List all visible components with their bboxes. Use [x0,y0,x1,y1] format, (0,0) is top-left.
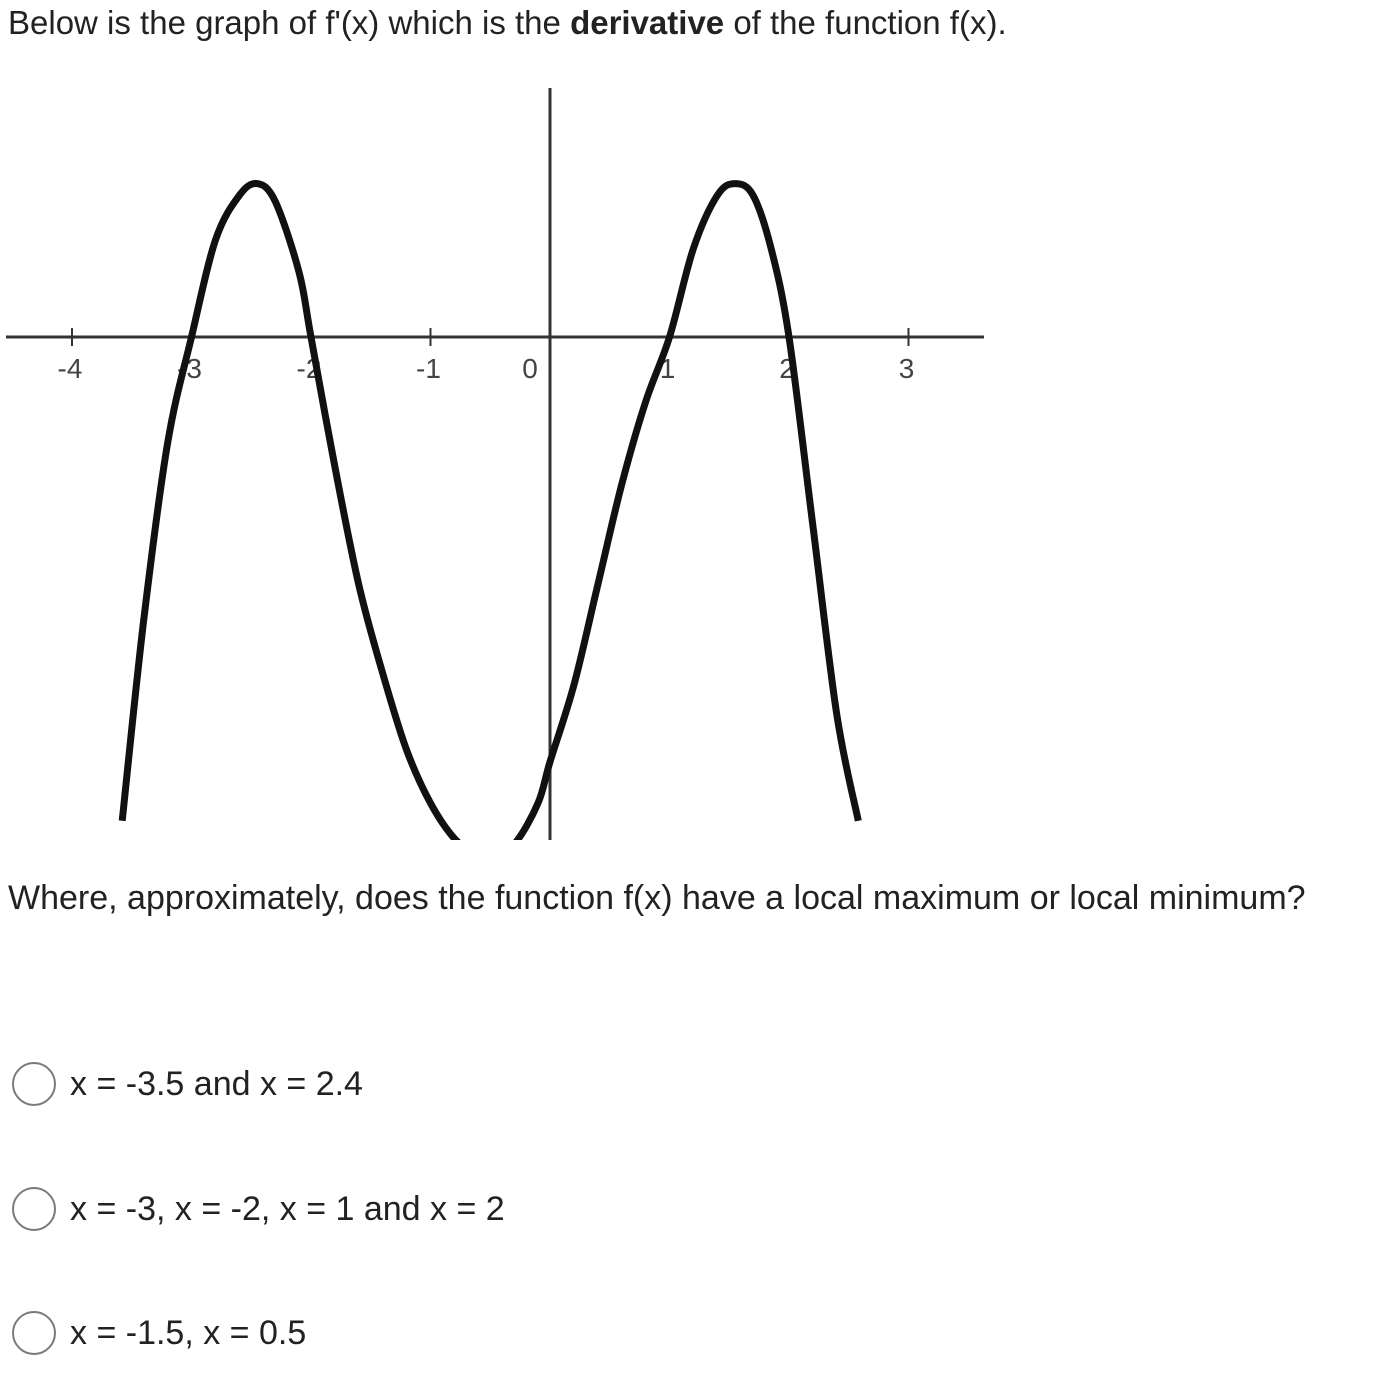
answer-choice-3[interactable] [12,1311,306,1355]
answer-choice-label: x = -3.5 and x = 2.4 [70,1065,363,1103]
x-tick-label: 2 [779,353,795,384]
answer-choice-2[interactable] [12,1187,505,1231]
intro-text [8,2,1007,44]
answer-choice-label: x = -1.5, x = 0.5 [70,1314,307,1352]
intro-text-start: Below is the graph of f'(x) which is the [8,4,571,41]
x-tick-label: -3 [177,353,202,384]
answer-choice-label: x = -3, x = -2, x = 1 and x = 2 [70,1190,505,1228]
question-text: Where, approximately, does the function f(x) have a local maximum or local minimum? [8,879,1306,917]
derivative-curve [122,183,858,840]
intro-text-end: of the function f(x). [724,4,1007,41]
radio-button[interactable] [12,1311,56,1355]
radio-button[interactable] [12,1062,56,1106]
x-tick-label: -4 [57,353,83,384]
x-tick-label: 3 [898,353,915,384]
x-tick-label: -2 [296,353,322,384]
derivative-graph [0,80,1000,840]
answer-choice-1[interactable] [12,1062,363,1106]
intro-text-bold: derivative [570,4,725,41]
x-tick-label: -1 [416,353,441,384]
x-tick-label: 0 [522,353,538,384]
x-tick-label: 1 [659,353,676,384]
radio-button[interactable] [12,1187,56,1231]
